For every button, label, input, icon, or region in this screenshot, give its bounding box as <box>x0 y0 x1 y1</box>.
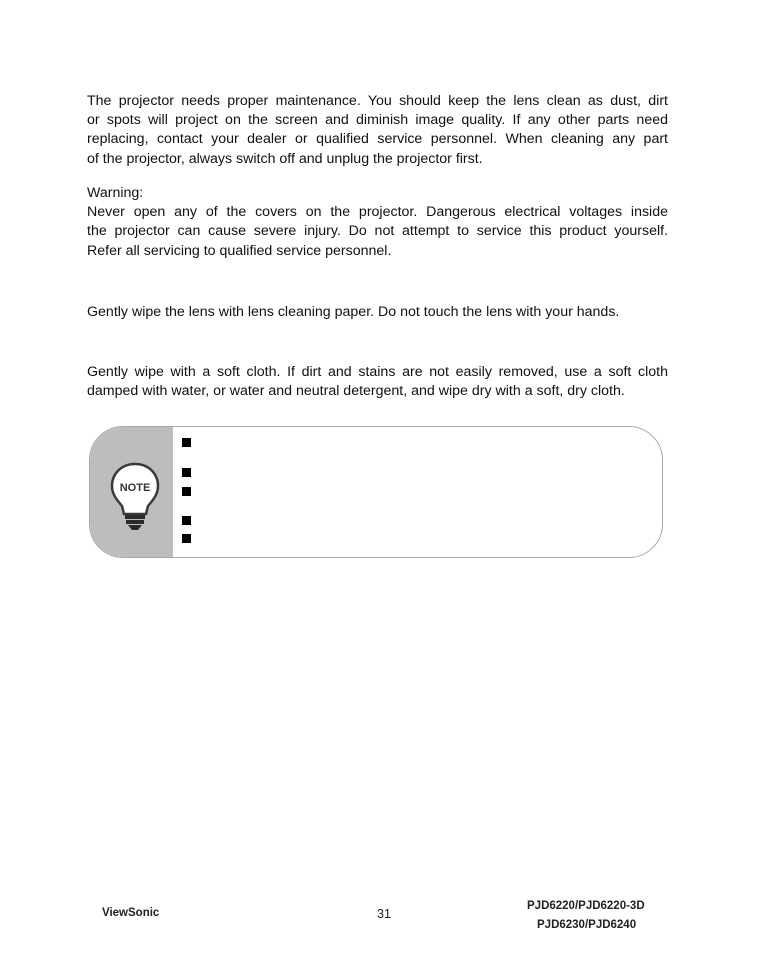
note-bullet <box>182 516 191 525</box>
footer-model-line-2: PJD6230/PJD6240 <box>537 919 637 931</box>
page-number: 31 <box>377 907 391 921</box>
warning-line: Never open any of the covers on the projector. Dangerous electrical voltages inside <box>87 204 668 221</box>
note-sidebar <box>90 427 173 557</box>
housing-cleaning-paragraph <box>87 363 668 401</box>
lightbulb-note-icon <box>108 461 162 531</box>
warning-block <box>87 184 668 261</box>
note-bullet <box>182 438 191 447</box>
footer-brand: ViewSonic <box>102 907 160 919</box>
lens-cleaning-paragraph <box>87 303 668 322</box>
note-bullet <box>182 468 191 477</box>
housing-line: Gently wipe with a soft cloth. If dirt and stains are not easily removed, use a soft cloth <box>87 364 668 380</box>
lens-cleaning-text: Gently wipe the lens with lens cleaning paper. Do not touch the lens with your hands. <box>87 304 620 320</box>
footer-model-line-1: PJD6220/PJD6220-3D <box>527 900 645 912</box>
intro-line: replacing, contact your dealer or qualified service personnel. When cleaning any part <box>87 131 668 148</box>
intro-line: of the projector, always switch off and unplug the projector first. <box>87 150 483 167</box>
housing-line: damped with water, or water and neutral detergent, and wipe dry with a soft, dry cloth. <box>87 383 625 400</box>
warning-line: Refer all servicing to qualified service personnel. <box>87 242 392 259</box>
intro-line: The projector needs proper maintenance. You should keep the lens clean as dust, dirt <box>87 93 668 109</box>
note-bullet <box>182 534 191 543</box>
note-bullet <box>182 487 191 496</box>
warning-line: the projector can cause severe injury. Do not attempt to service this product yourself. <box>87 223 668 240</box>
note-box <box>89 426 663 558</box>
intro-line: or spots will project on the screen and diminish image quality. If any other parts need <box>87 112 668 129</box>
note-label: NOTE <box>119 482 151 494</box>
maintenance-intro-paragraph <box>87 92 668 169</box>
warning-heading: Warning: <box>87 185 144 201</box>
